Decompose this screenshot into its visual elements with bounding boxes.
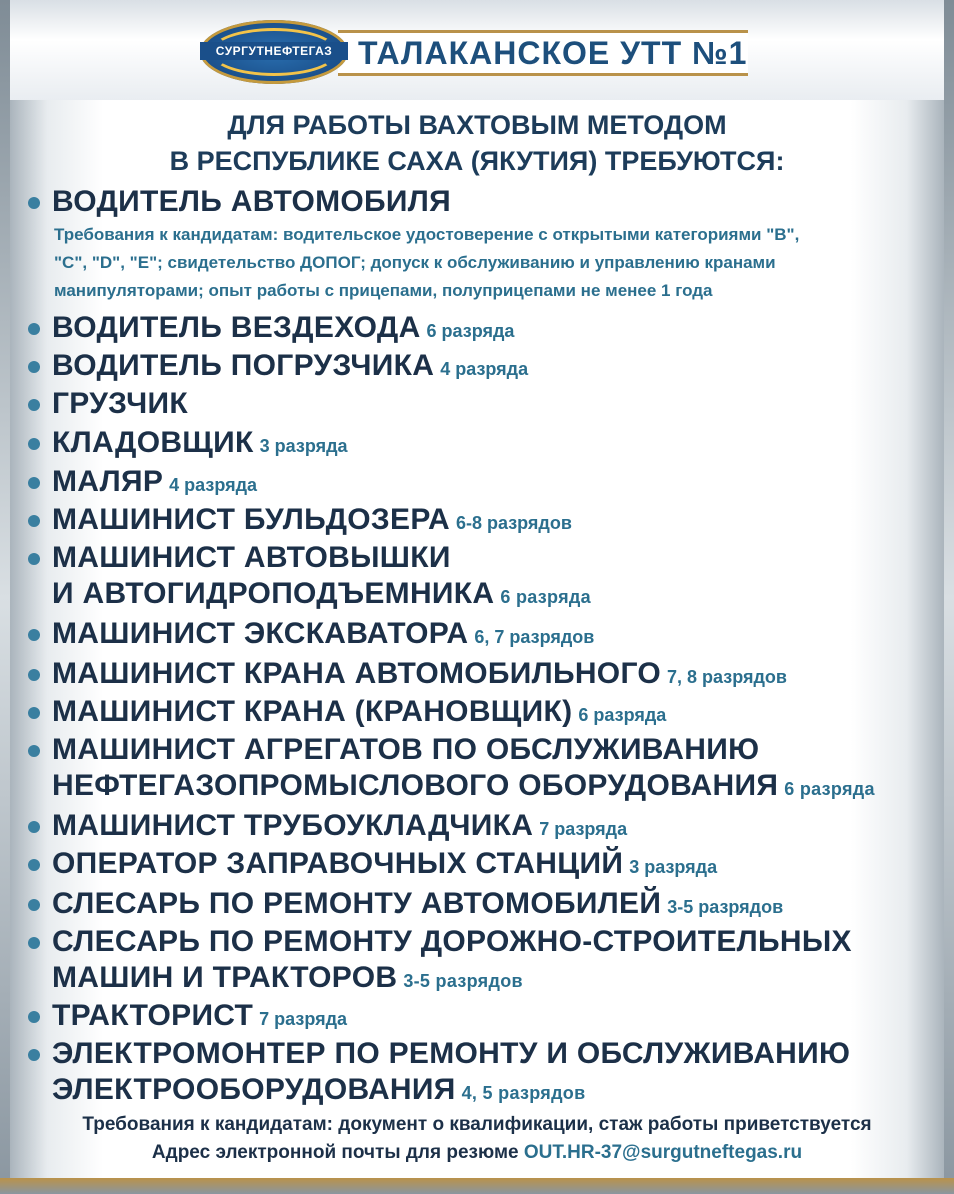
bottom-bar bbox=[0, 1178, 954, 1194]
job-item bbox=[28, 886, 783, 922]
job-title-line-2-wrap bbox=[28, 576, 591, 615]
job-item bbox=[28, 732, 875, 807]
job-grade: 6 разряда bbox=[500, 587, 591, 607]
job-title-line-2: НЕФТЕГАЗОПРОМЫСЛОВОГО ОБОРУДОВАНИЯ bbox=[52, 769, 779, 802]
job-item bbox=[28, 846, 717, 882]
bullet-icon bbox=[28, 669, 40, 681]
job-title-line-2: И АВТОГИДРОПОДЪЕМНИКА bbox=[52, 577, 495, 610]
page-title: ТАЛАКАНСКОЕ УТТ №1 bbox=[358, 35, 748, 71]
job-title: МАШИНИСТ БУЛЬДОЗЕРА bbox=[52, 503, 450, 536]
job-item bbox=[28, 998, 347, 1034]
email-label: Адрес электронной почты для резюме bbox=[151, 1142, 519, 1163]
left-border bbox=[0, 0, 10, 1194]
job-grade: 4, 5 разрядов bbox=[461, 1083, 586, 1103]
job-item bbox=[28, 1036, 850, 1111]
driver-requirements-line-3: манипуляторами; опыт работы с прицепами, полуприцепами не менее 1 года bbox=[54, 281, 713, 300]
job-title: МАШИНИСТ ТРУБОУКЛАДЧИКА bbox=[52, 809, 534, 842]
job-title: МАШИНИСТ ЭКСКАВАТОРА bbox=[52, 617, 469, 650]
job-item bbox=[28, 184, 451, 220]
job-grade: 6, 7 разрядов bbox=[474, 627, 595, 647]
job-item bbox=[28, 502, 572, 538]
job-title: ВОДИТЕЛЬ ВЕЗДЕХОДА bbox=[52, 311, 421, 344]
bullet-icon bbox=[28, 197, 40, 209]
headline-line-2: В РЕСПУБЛИКЕ САХА (ЯКУТИЯ) ТРЕБУЮТСЯ: bbox=[169, 146, 785, 176]
right-border bbox=[944, 0, 954, 1194]
job-title-line-2-wrap bbox=[28, 1072, 850, 1111]
job-grade: 3-5 разрядов bbox=[667, 897, 784, 917]
job-grade: 6 разряда bbox=[578, 705, 667, 725]
job-title: МАШИНИСТ КРАНА (КРАНОВЩИК) bbox=[52, 695, 573, 728]
bullet-icon bbox=[28, 361, 40, 373]
job-title-line-2-wrap bbox=[28, 960, 852, 999]
job-item bbox=[28, 540, 591, 615]
bullet-icon bbox=[28, 629, 40, 641]
job-title: ГРУЗЧИК bbox=[52, 387, 188, 420]
footer-requirements: Требования к кандидатам: документ о квалификации, стаж работы приветствуется bbox=[82, 1114, 872, 1135]
bullet-icon bbox=[28, 477, 40, 489]
job-title: СЛЕСАРЬ ПО РЕМОНТУ АВТОМОБИЛЕЙ bbox=[52, 887, 662, 920]
bullet-icon bbox=[28, 323, 40, 335]
job-grade: 6 разряда bbox=[784, 779, 875, 799]
bullet-icon bbox=[28, 515, 40, 527]
job-title: МАЛЯР bbox=[52, 465, 164, 498]
bullet-icon bbox=[28, 1049, 40, 1061]
job-grade: 6-8 разрядов bbox=[455, 513, 572, 533]
company-logo bbox=[200, 20, 348, 84]
job-title: ВОДИТЕЛЬ ПОГРУЗЧИКА bbox=[52, 349, 435, 382]
driver-requirements-line-1: Требования к кандидатам: водительское удостоверение с открытыми категориями "В", bbox=[54, 225, 800, 244]
job-grade: 3 разряда bbox=[629, 857, 718, 877]
job-item bbox=[28, 616, 594, 652]
job-title-line-2: МАШИН И ТРАКТОРОВ bbox=[52, 961, 398, 994]
job-title: ТРАКТОРИСТ bbox=[52, 999, 254, 1032]
bullet-icon bbox=[28, 937, 40, 949]
bullet-icon bbox=[28, 899, 40, 911]
job-item bbox=[28, 348, 528, 384]
bullet-icon bbox=[28, 745, 40, 757]
job-title-line-1: СЛЕСАРЬ ПО РЕМОНТУ ДОРОЖНО-СТРОИТЕЛЬНЫХ bbox=[52, 925, 852, 958]
bullet-icon bbox=[28, 399, 40, 411]
job-item bbox=[28, 808, 627, 844]
job-item bbox=[28, 425, 348, 461]
logo-text: СУРГУТНЕФТЕГАЗ bbox=[200, 42, 348, 60]
job-grade: 3-5 разрядов bbox=[403, 971, 523, 991]
bullet-icon bbox=[28, 1011, 40, 1023]
bullet-icon bbox=[28, 553, 40, 565]
job-item bbox=[28, 924, 852, 999]
job-title-line-1: МАШИНИСТ АГРЕГАТОВ ПО ОБСЛУЖИВАНИЮ bbox=[52, 733, 760, 766]
job-title: ВОДИТЕЛЬ АВТОМОБИЛЯ bbox=[52, 185, 451, 218]
headline-line-1: ДЛЯ РАБОТЫ ВАХТОВЫМ МЕТОДОМ bbox=[227, 110, 727, 140]
driver-requirements-line-2: "С", "D", "Е"; свидетельство ДОПОГ; допуск к обслуживанию и управлению кранами bbox=[54, 253, 776, 272]
job-title: КЛАДОВЩИК bbox=[52, 426, 254, 459]
job-item bbox=[28, 310, 514, 346]
footer-email-line bbox=[10, 1140, 944, 1166]
job-title-line-2: ЭЛЕКТРООБОРУДОВАНИЯ bbox=[52, 1073, 456, 1106]
job-grade: 6 разряда bbox=[426, 321, 515, 341]
job-grade: 4 разряда bbox=[169, 475, 258, 495]
job-grade: 3 разряда bbox=[259, 436, 348, 456]
bullet-icon bbox=[28, 821, 40, 833]
job-title-line-1: ЭЛЕКТРОМОНТЕР ПО РЕМОНТУ И ОБСЛУЖИВАНИЮ bbox=[52, 1037, 851, 1070]
job-item bbox=[28, 386, 188, 422]
job-grade: 7 разряда bbox=[539, 819, 628, 839]
job-grade: 4 разряда bbox=[440, 359, 529, 379]
job-item bbox=[28, 464, 257, 500]
job-title: МАШИНИСТ КРАНА АВТОМОБИЛЬНОГО bbox=[52, 657, 661, 690]
job-title-line-1: МАШИНИСТ АВТОВЫШКИ bbox=[52, 541, 451, 574]
bullet-icon bbox=[28, 707, 40, 719]
job-grade: 7, 8 разрядов bbox=[667, 667, 787, 687]
job-item bbox=[28, 694, 666, 730]
job-title-line-2-wrap bbox=[28, 768, 875, 807]
email-link[interactable]: OUT.HR-37@surgutneftegas.ru bbox=[523, 1142, 803, 1163]
bullet-icon bbox=[28, 438, 40, 450]
job-title: ОПЕРАТОР ЗАПРАВОЧНЫХ СТАНЦИЙ bbox=[52, 847, 624, 880]
job-item bbox=[28, 656, 787, 692]
job-grade: 7 разряда bbox=[259, 1009, 348, 1029]
bullet-icon bbox=[28, 859, 40, 871]
